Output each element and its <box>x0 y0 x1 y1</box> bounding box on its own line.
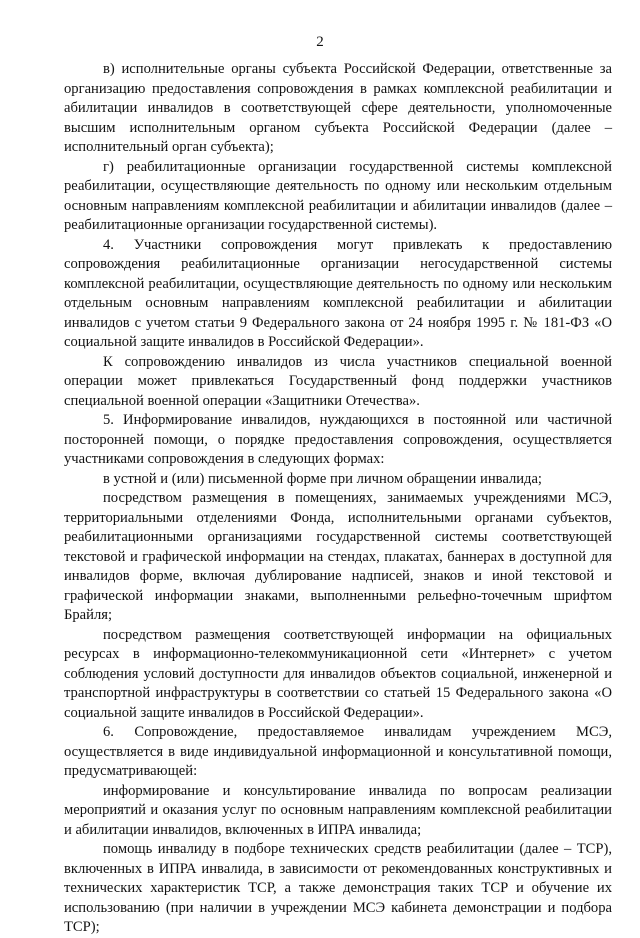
paragraph-subitem-g: г) реабилитационные организации государственной системы комплексной реабилитации, осуществляющие деятельность по одному или нескольким отдельным основным направлениям комплексной реабилитации и абилитации инвалидов (далее – реабилитационные организации государственной системы). <box>64 158 612 233</box>
paragraph-item-6: 6. Сопровождение, предоставляемое инвалидам учреждением МСЭ, осуществляется в виде индивидуальной информационной и консультативной помощи, предусматривающей: <box>64 724 612 779</box>
paragraph-item-4: 4. Участники сопровождения могут привлекать к предоставлению сопровождения реабилитационные организации негосударственной системы комплексной реабилитации, осуществляющие деятельность по одному или нескольким отдельным основным направлениям комплексной реабилитации и абилитации инвалидов с учетом статьи 9 Федерального закона от 24 ноября 1995 г. № 181-ФЗ «О социальной защите инвалидов в Российской Федерации». <box>64 236 612 350</box>
paragraph-internet-resources: посредством размещения соответствующей информации на официальных ресурсах в информационно-телекоммуникационной сети «Интернет» с учетом соблюдения условий доступности для инвалидов объектов социальной, инженерной и транспортной инфраструктуры в соответствии со статьей 15 Федерального закона «О социальной защите инвалидов в Российской Федерации». <box>64 626 612 721</box>
paragraph-item-5: 5. Информирование инвалидов, нуждающихся в постоянной или частичной посторонней помощи, о порядке предоставления сопровождения, осуществляется участниками сопровождения в следующих формах: <box>64 412 612 467</box>
document-body <box>64 60 612 938</box>
paragraph-stands-placement: посредством размещения в помещениях, занимаемых учреждениями МСЭ, территориальными отделениями Фонда, исполнительными органами субъектов, реабилитационными организациями государственной системы соответствующей текстовой и графической информации на стендах, плакатах, баннерах в доступной для инвалидов форме, включая дублирование надписей, знаков и иной текстовой и графической информации знаками, выполненными рельефно-точечным шрифтом Брайля; <box>64 490 612 623</box>
paragraph-subitem-v: в) исполнительные органы субъекта Российской Федерации, ответственные за организацию предоставления сопровождения в рамках комплексной реабилитации и абилитации инвалидов в соответствующей сфере деятельности, уполномоченные высшим исполнительным органом субъекта Российской Федерации (далее – исполнительный орган субъекта); <box>64 61 612 155</box>
paragraph-svo-participants: К сопровождению инвалидов из числа участников специальной военной операции может привлекаться Государственный фонд поддержки участников специальной военной операции «Защитники Отечества». <box>64 353 612 409</box>
paragraph-consulting: информирование и консультирование инвалида по вопросам реализации мероприятий и оказания услуг по основным направлениям комплексной реабилитации и абилитации инвалидов, включенных в ИПРА инвалида; <box>64 782 612 838</box>
paragraph-oral-written-form: в устной и (или) письменной форме при личном обращении инвалида; <box>103 470 542 487</box>
page-number: 2 <box>316 34 324 50</box>
paragraph-tsr-help: помощь инвалиду в подборе технических средств реабилитации (далее – ТСР), включенных в ИПРА инвалида, в зависимости от рекомендованных конструктивных и технических характеристик ТСР, а также демонстрация таких ТСР и обучение их использованию (при наличии в учреждении МСЭ кабинета демонстрации и подбора ТСР); <box>64 841 612 935</box>
